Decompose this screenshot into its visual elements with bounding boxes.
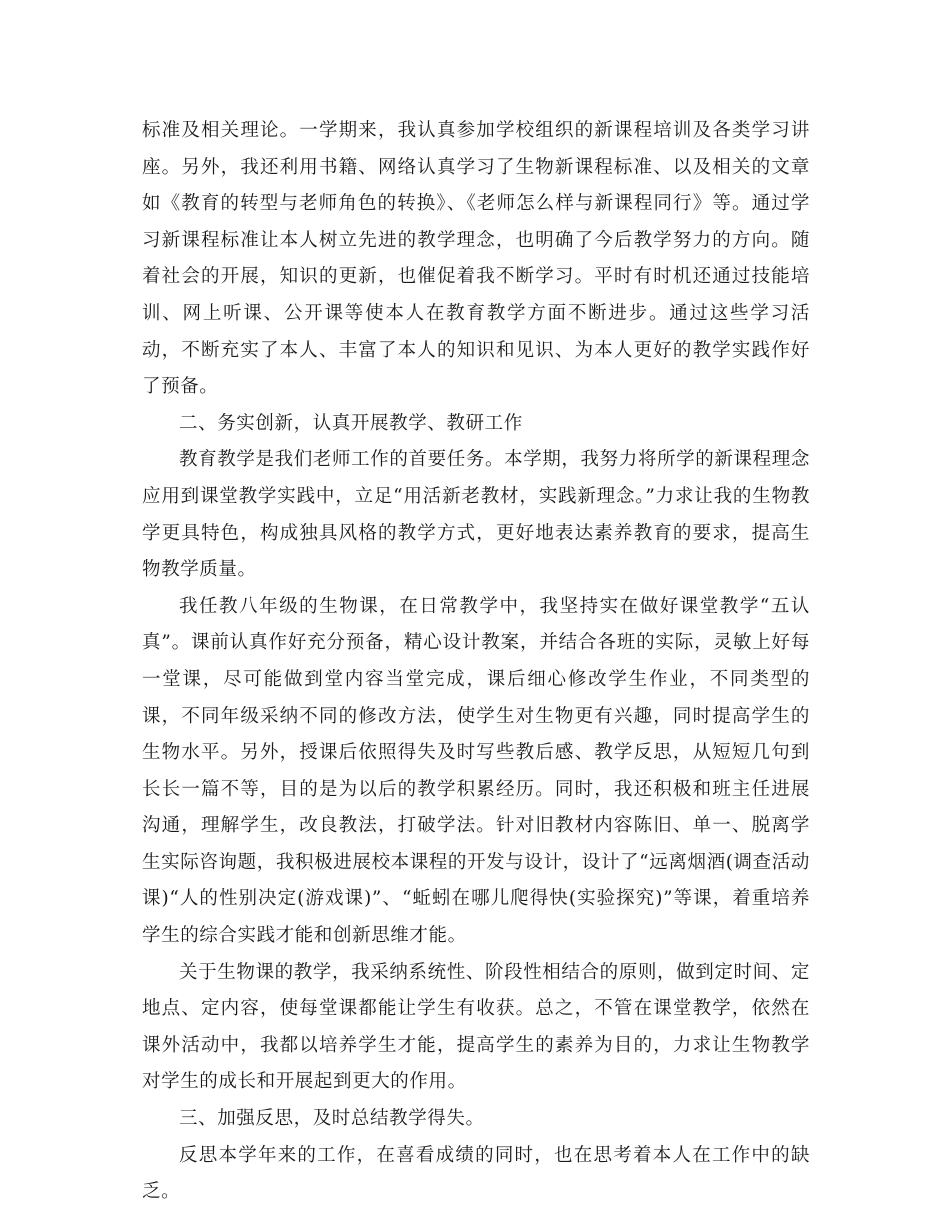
paragraph-grade-eight-biology: 我任教八年级的生物课，在日常教学中，我坚持实在做好课堂教学“五认真”。课前认真作好充分预备，精心设计教案，并结合各班的实际，灵敏上好每一堂课，尽可能做到堂内容当堂完成，课后细心修改学生作业，不同类型的课，不同年级采纳不同的修改方法，使学生对生物更有兴趣，同时提高学生的生物水平。另外，授课后依照得失及时写些教后感、教学反思，从短短几句到长长一篇不等，目的是为以后的教学积累经历。同时，我还积极和班主任进展沟通，理解学生，改良教法，打破学法。针对旧教材内容陈旧、单一、脱离学生实际咨询题，我积极进展校本课程的开发与设计，设计了“远离烟酒(调查活动课)“人的性别决定(游戏课)”、“蚯蚓在哪儿爬得快(实验探究)”等课，着重培养学生的综合实践才能和创新思维才能。: [142, 595, 810, 947]
section-heading-3: 三、加强反思，及时总结教学得失。: [179, 1108, 485, 1130]
document-body: [142, 113, 810, 1211]
paragraph-continuation: 标准及相关理论。一学期来，我认真参加学校组织的新课程培训及各类学习讲座。另外，我还利用书籍、网络认真学习了生物新课程标准、以及相关的文章如《教育的转型与老师角色的转换》、《老师怎么样与新课程同行》等。通过学习新课程标准让本人树立先进的教学理念，也明确了今后教学努力的方向。随着社会的开展，知识的更新，也催促着我不断学习。平时有时机还通过技能培训、网上听课、公开课等使本人在教育教学方面不断进步。通过这些学习活动，不断充实了本人、丰富了本人的知识和见识、为本人更好的教学实践作好了预备。: [142, 120, 810, 398]
paragraph-teaching-task: 教育教学是我们老师工作的首要任务。本学期，我努力将所学的新课程理念应用到课堂教学实践中，立足“用活新老教材，实践新理念。”力求让我的生物教学更具特色，构成独具风格的教学方式，更好地表达素养教育的要求，提高生物教学质量。: [142, 449, 810, 581]
paragraph-biology-teaching: 关于生物课的教学，我采纳系统性、阶段性相结合的原则，做到定时间、定地点、定内容，使每堂课都能让学生有收获。总之，不管在课堂教学，依然在课外活动中，我都以培养学生才能，提高学生的素养为目的，力求让生物教学对学生的成长和开展起到更大的作用。: [142, 961, 810, 1093]
paragraph-reflection: 反思本学年来的工作，在喜看成绩的同时，也在思考着本人在工作中的缺乏。: [142, 1144, 810, 1203]
section-heading-2: 二、务实创新，认真开展教学、教研工作: [179, 412, 523, 434]
